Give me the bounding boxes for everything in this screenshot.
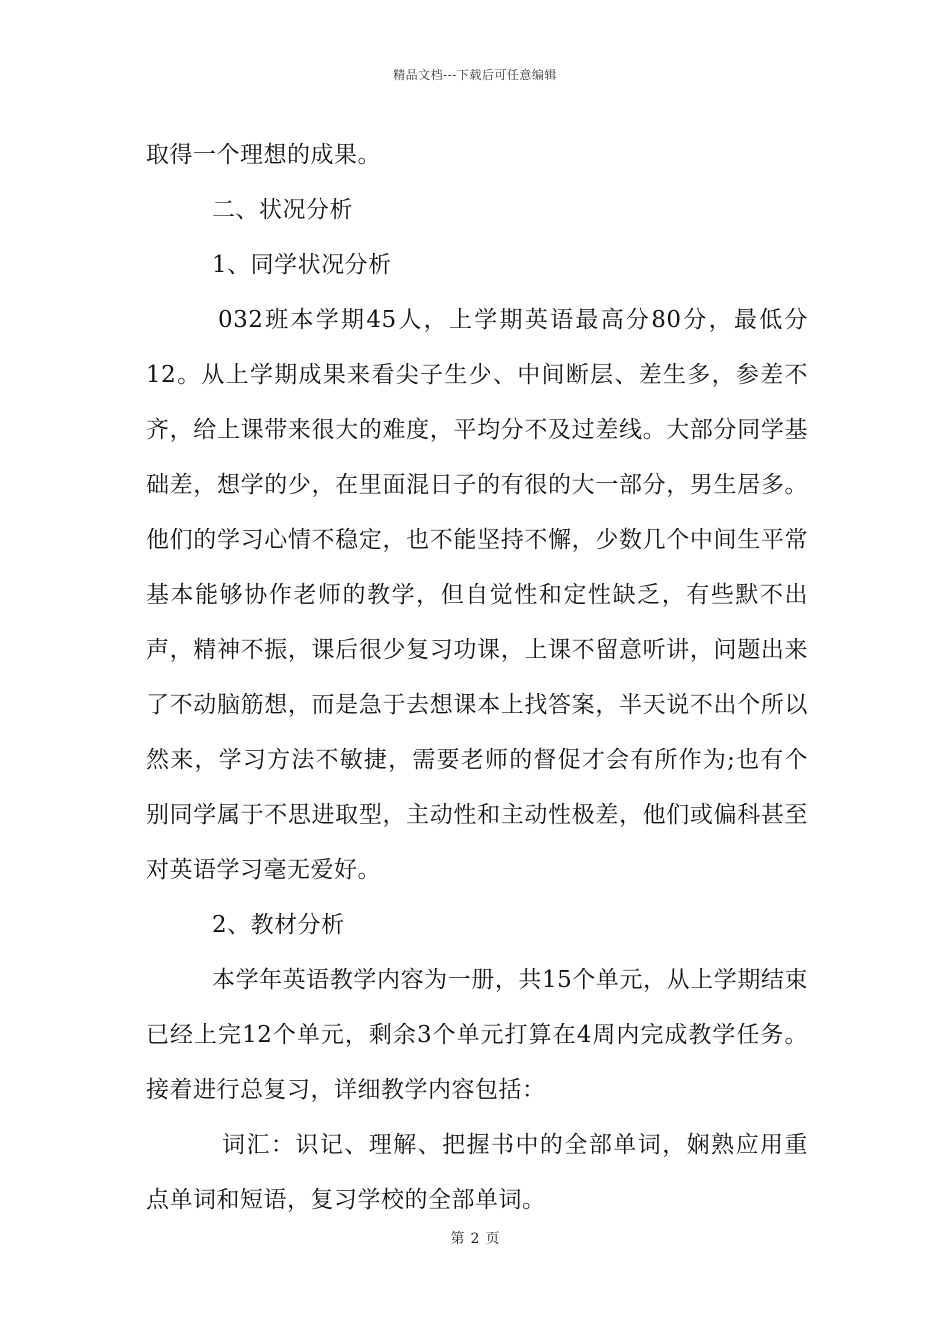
subsection-heading-students: 1、同学状况分析 [212, 252, 392, 278]
paragraph-vocabulary: 词汇：识记、理解、把握书中的全部单词，娴熟应用重点单词和短语，复习学校的全部单词。 [146, 1132, 808, 1213]
paragraph-textbook-analysis: 本学年英语教学内容为一册，共15个单元，从上学期结束已经上完12个单元，剩余3个单元打算在4周内完成教学任务。接着进行总复习，详细教学内容包括： [146, 967, 808, 1103]
page-number: 2 [470, 1231, 480, 1247]
page-number-suffix: 页 [485, 1231, 500, 1247]
page-footer [0, 1228, 950, 1248]
page-number-prefix: 第 [450, 1231, 465, 1247]
document-body [146, 128, 808, 1228]
page-header: 精品文档---下载后可任意编辑 [393, 68, 557, 82]
paragraph-continuation: 取得一个理想的成果。 [146, 142, 381, 168]
paragraph-student-analysis: 032班本学期45人，上学期英语最高分80分，最低分12。从上学期成果来看尖子生少、中间断层、差生多，参差不齐，给上课带来很大的难度，平均分不及过差线。大部分同学基础差，想学的少，在里面混日子的有很的大一部分，男生居多。他们的学习心情不稳定，也不能坚持不懈，少数几个中间生平常基本能够协作老师的教学，但自觉性和定性缺乏，有些默不出声，精神不振，课后很少复习功课，上课不留意听讲，问题出来了不动脑筋想，而是急于去想课本上找答案，半天说不出个所以然来，学习方法不敏捷，需要老师的督促才会有所作为;也有个别同学属于不思进取型，主动性和主动性极差，他们或偏科甚至对英语学习毫无爱好。 [146, 307, 808, 883]
section-heading-analysis: 二、状况分析 [212, 197, 353, 223]
subsection-heading-textbook: 2、教材分析 [212, 912, 345, 938]
